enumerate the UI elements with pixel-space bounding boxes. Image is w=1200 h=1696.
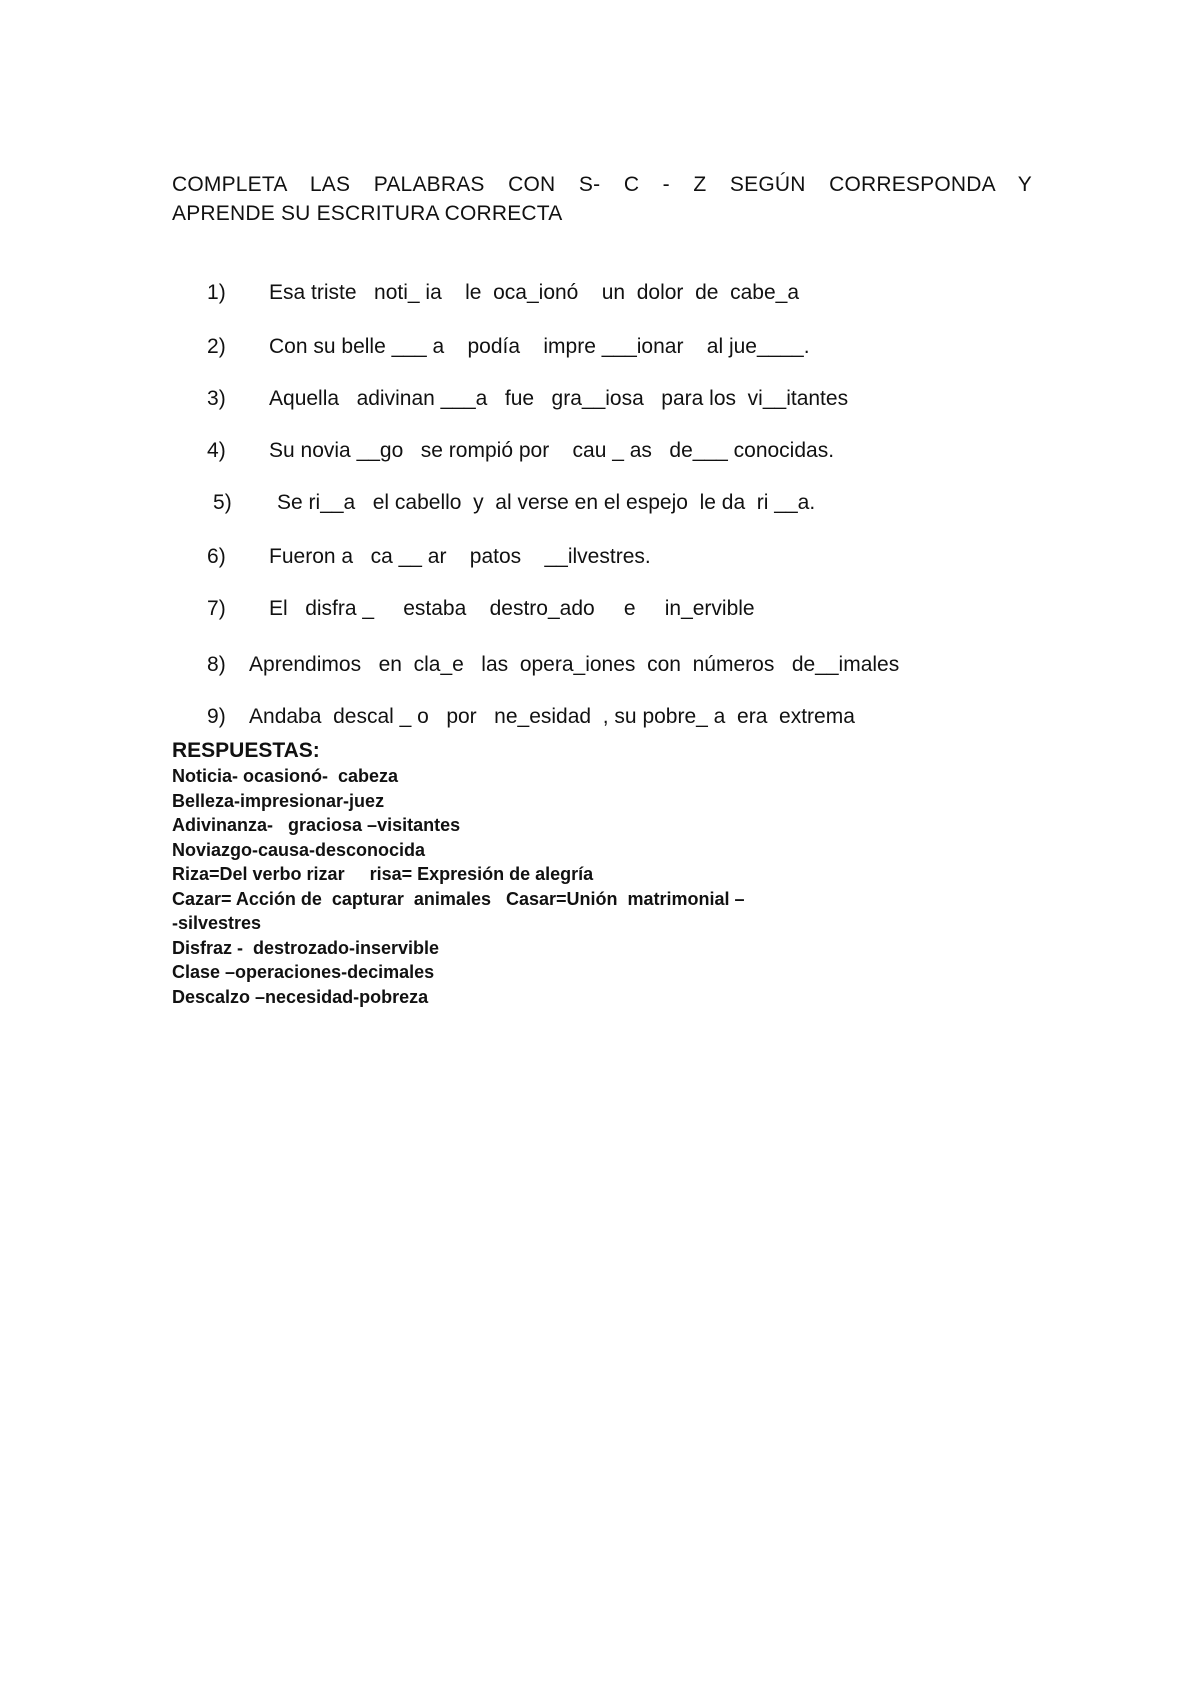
exercise-number: 3)	[207, 387, 226, 410]
exercise-number: 7)	[207, 597, 226, 620]
exercise-text: Andaba descal _ o por ne_esidad , su pobre_ a era extrema	[249, 705, 855, 728]
exercise-number: 2)	[207, 335, 226, 358]
answer-line: Cazar= Acción de capturar animales Casar=Unión matrimonial –	[172, 888, 745, 909]
exercise-text: Aquella adivinan ___a fue gra__iosa para los vi__itantes	[269, 387, 849, 410]
exercise-number: 8)	[207, 653, 226, 676]
answer-line: Noviazgo-causa-desconocida	[172, 839, 426, 860]
answer-line: Noticia- ocasionó- cabeza	[172, 766, 399, 786]
exercise-number: 6)	[207, 545, 226, 568]
answer-line: Adivinanza- graciosa –visitantes	[172, 815, 461, 835]
exercise-number: 1)	[207, 281, 226, 304]
answers-heading: RESPUESTAS:	[172, 739, 320, 762]
answers-section	[172, 738, 745, 1009]
exercise-text: El disfra _ estaba destro_ado e in_ervible	[269, 597, 755, 620]
exercise-text: Fueron a ca __ ar patos __ilvestres.	[269, 545, 651, 568]
worksheet-page	[172, 170, 1032, 1007]
exercise-text: Se ri__a el cabello y al verse en el espejo le da ri __a.	[277, 491, 816, 514]
exercise-number: 9)	[207, 705, 226, 728]
title-line-1: COMPLETA LAS PALABRAS CON S- C - Z SEGÚN CORRESPONDA Y	[172, 173, 1032, 196]
answer-line: Descalzo –necesidad-pobreza	[172, 986, 429, 1007]
exercise-number: 5)	[213, 491, 232, 514]
exercise-text: Su novia __go se rompió por cau _ as de___ conocidas.	[269, 439, 835, 462]
exercise-text: Aprendimos en cla_e las opera_iones con números de__imales	[249, 653, 900, 676]
answer-line: Belleza-impresionar-juez	[172, 790, 385, 811]
answer-line: -silvestres	[172, 913, 262, 933]
worksheet-title	[172, 170, 1032, 228]
title-line-2: APRENDE SU ESCRITURA CORRECTA	[172, 202, 563, 225]
answer-line: Riza=Del verbo rizar risa= Expresión de alegría	[172, 864, 594, 884]
answer-line: Disfraz - destrozado-inservible	[172, 937, 440, 958]
answer-line: Clase –operaciones-decimales	[172, 962, 435, 982]
exercise-text: Esa triste noti_ ia le oca_ionó un dolor de cabe_a	[269, 281, 800, 304]
exercise-number: 4)	[207, 439, 226, 462]
exercise-text: Con su belle ___ a podía impre ___ionar al jue____.	[269, 335, 810, 358]
